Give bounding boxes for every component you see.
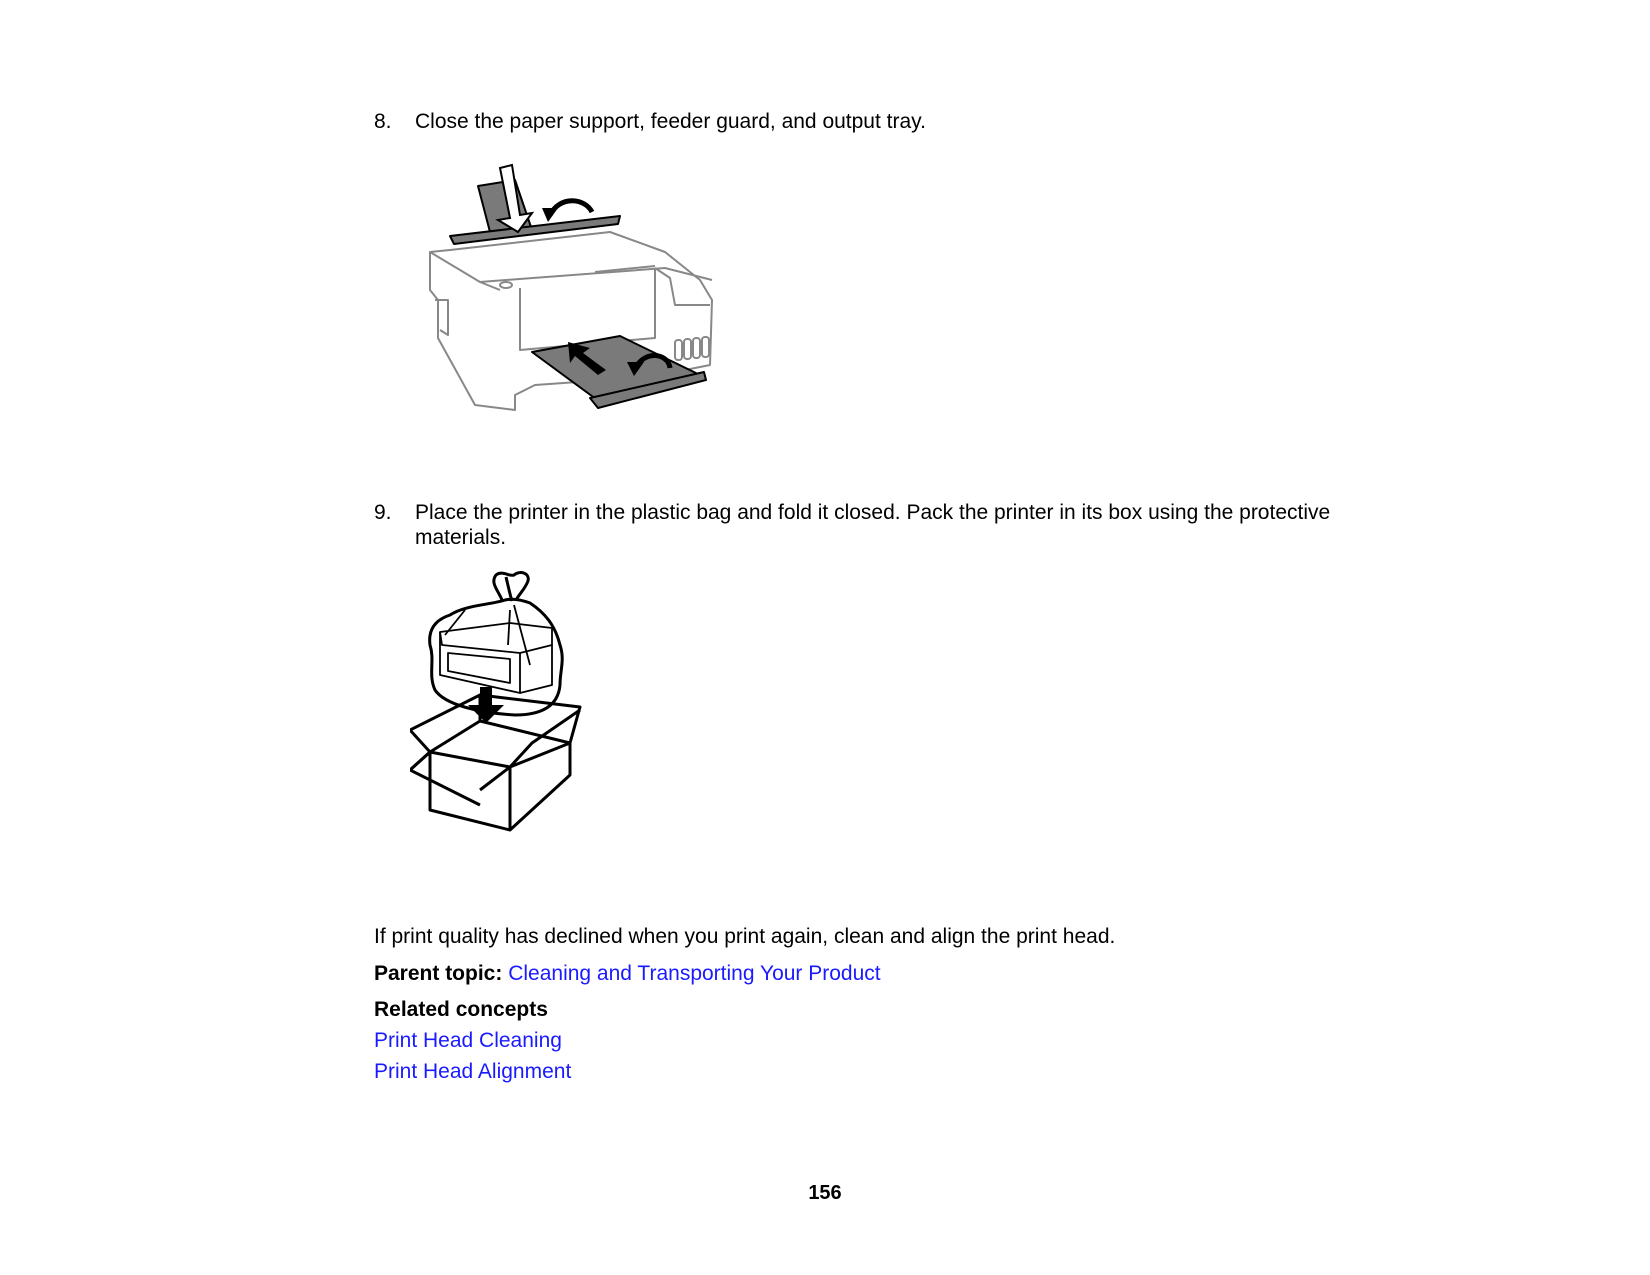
parent-topic-label: Parent topic:: [374, 962, 503, 985]
parent-topic-link[interactable]: Cleaning and Transporting Your Product: [508, 962, 881, 985]
page-number: 156: [808, 1182, 842, 1204]
related-concept-link-1[interactable]: [374, 1028, 562, 1053]
step-number: 8.: [374, 110, 392, 133]
step-number: 9.: [374, 501, 392, 524]
parent-topic: [374, 961, 881, 986]
related-concepts-heading: Related concepts: [374, 998, 548, 1021]
related-concept-link-2[interactable]: [374, 1059, 571, 1084]
printer-close-trays-illustration: [420, 160, 740, 445]
step-text: Close the paper support, feeder guard, and output tray.: [415, 110, 926, 133]
print-head-alignment-link[interactable]: Print Head Alignment: [374, 1060, 572, 1083]
printer-packing-box-illustration: [410, 565, 620, 865]
print-head-cleaning-link[interactable]: Print Head Cleaning: [374, 1029, 562, 1052]
print-quality-note: If print quality has declined when you print again, clean and align the print head.: [374, 925, 1116, 948]
step-text: Place the printer in the plastic bag and fold it closed. Pack the printer in its box using the protective materials.: [415, 501, 1331, 549]
